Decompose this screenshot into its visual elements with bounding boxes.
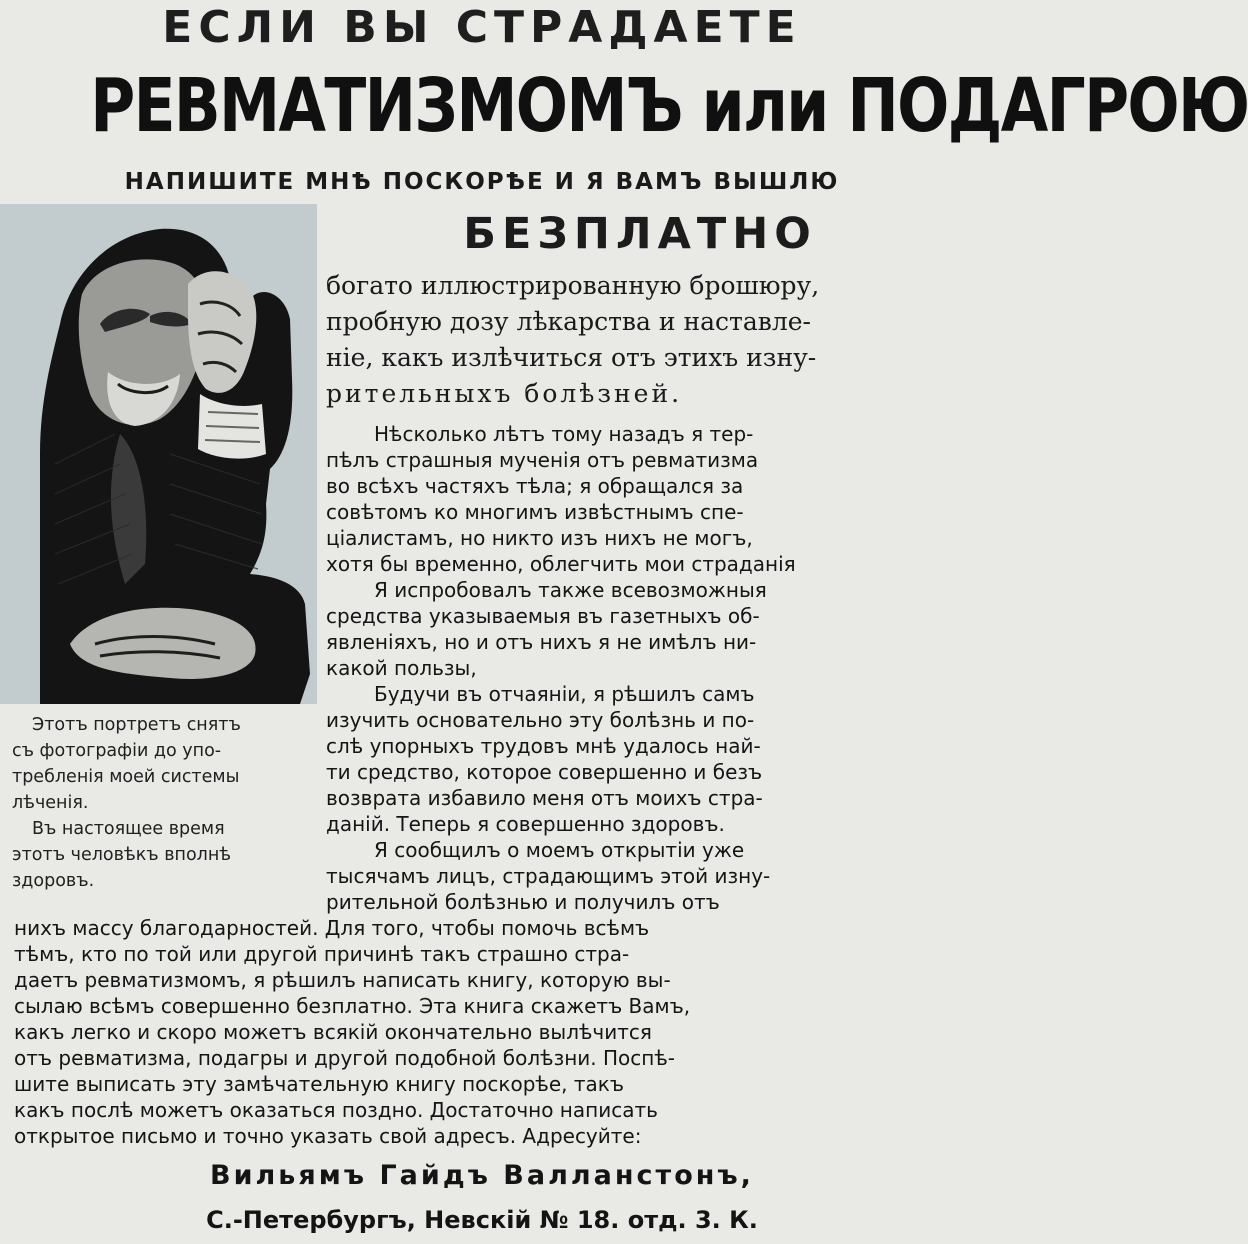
portrait-caption: [12, 712, 304, 894]
intro-line: рительныхъ болѣзней.: [326, 379, 683, 408]
portrait-engraving: [0, 204, 317, 704]
body-line: сылаю всѣмъ совершенно безплатно. Эта книга скажетъ Вамъ,: [14, 994, 691, 1018]
body-line: Будучи въ отчаяніи, я рѣшилъ самъ: [374, 682, 755, 706]
caption-line: здоровъ.: [12, 871, 95, 891]
caption-line: лѣченія.: [12, 793, 89, 813]
portrait-image: [0, 204, 317, 704]
body-line: какой пользы,: [326, 656, 477, 680]
body-line: ціалистамъ, но никто изъ нихъ не могъ,: [326, 526, 753, 550]
body-line: слѣ упорныхъ трудовъ мнѣ удалось най-: [326, 734, 761, 758]
body-line: Нѣсколько лѣтъ тому назадъ я тер-: [374, 422, 754, 446]
body-line: шите выписать эту замѣчательную книгу поскорѣе, такъ: [14, 1072, 624, 1096]
intro-line: ніе, какъ излѣчиться отъ этихъ изну-: [326, 343, 817, 372]
body-line: Я сообщилъ о моемъ открытіи уже: [374, 838, 745, 862]
body-line: какъ послѣ можетъ оказаться поздно. Достаточно написать: [14, 1098, 658, 1122]
headline-top: ЕСЛИ ВЫ СТРАДАЕТЕ: [162, 2, 802, 53]
intro-line: богато иллюстрированную брошюру,: [326, 271, 820, 300]
body-line: ти средство, которое совершенно и безъ: [326, 760, 763, 784]
headline-main: РЕВМАТИЗМОМЪ или ПОДАГРОЮ: [90, 63, 1248, 149]
body-line: нихъ массу благодарностей. Для того, чтобы помочь всѣмъ: [14, 916, 650, 940]
body-line: явленіяхъ, но и отъ нихъ я не имѣлъ ни-: [326, 630, 757, 654]
body-line: даній. Теперь я совершенно здоровъ.: [326, 812, 725, 836]
body-line: совѣтомъ ко многимъ извѣстнымъ спе-: [326, 500, 744, 524]
body-line: отъ ревматизма, подагры и другой подобной болѣзни. Поспѣ-: [14, 1046, 676, 1070]
caption-line: Въ настоящее время: [32, 819, 225, 839]
body-line: тысячамъ лицъ, страдающимъ этой изну-: [326, 864, 771, 888]
body-line: хотя бы временно, облегчить мои страданія: [326, 552, 796, 576]
intro-line: пробную дозу лѣкарства и наставле-: [326, 307, 811, 336]
body-line: средства указываемыя въ газетныхъ об-: [326, 604, 760, 628]
body-line: рительной болѣзнью и получилъ отъ: [326, 890, 720, 914]
body-line: Я испробовалъ также всевозможныя: [374, 578, 767, 602]
body-line: возврата избавило меня отъ моихъ стра-: [326, 786, 763, 810]
body-line: тѣмъ, кто по той или другой причинѣ такъ страшно стра-: [14, 942, 630, 966]
headline-sub: НАПИШИТЕ МНѢ ПОСКОРѢЕ И Я ВАМЪ ВЫШЛЮ: [124, 169, 840, 195]
body-line: во всѣхъ частяхъ тѣла; я обращался за: [326, 474, 744, 498]
body-line: какъ легко и скоро можетъ всякій окончательно вылѣчится: [14, 1020, 652, 1044]
body-line: даетъ ревматизмомъ, я рѣшилъ написать книгу, которую вы-: [14, 968, 671, 992]
body-line: пѣлъ страшныя мученія отъ ревматизма: [326, 448, 759, 472]
body-line: открытое письмо и точно указать свой адресъ. Адресуйте:: [14, 1124, 642, 1148]
address: С.-Петербургъ, Невскій № 18. отд. 3. К.: [206, 1206, 758, 1234]
caption-line: съ фотографіи до упо-: [12, 741, 222, 761]
signature: Вильямъ Гайдъ Валланстонъ,: [210, 1160, 754, 1191]
caption-line: требленія моей системы: [12, 767, 240, 787]
caption-line: этотъ человѣкъ вполнѣ: [12, 845, 232, 865]
headline-free: БЕЗПЛАТНО: [463, 209, 817, 259]
body-line: изучить основательно эту болѣзнь и по-: [326, 708, 755, 732]
caption-line: Этотъ портретъ снятъ: [32, 715, 241, 735]
